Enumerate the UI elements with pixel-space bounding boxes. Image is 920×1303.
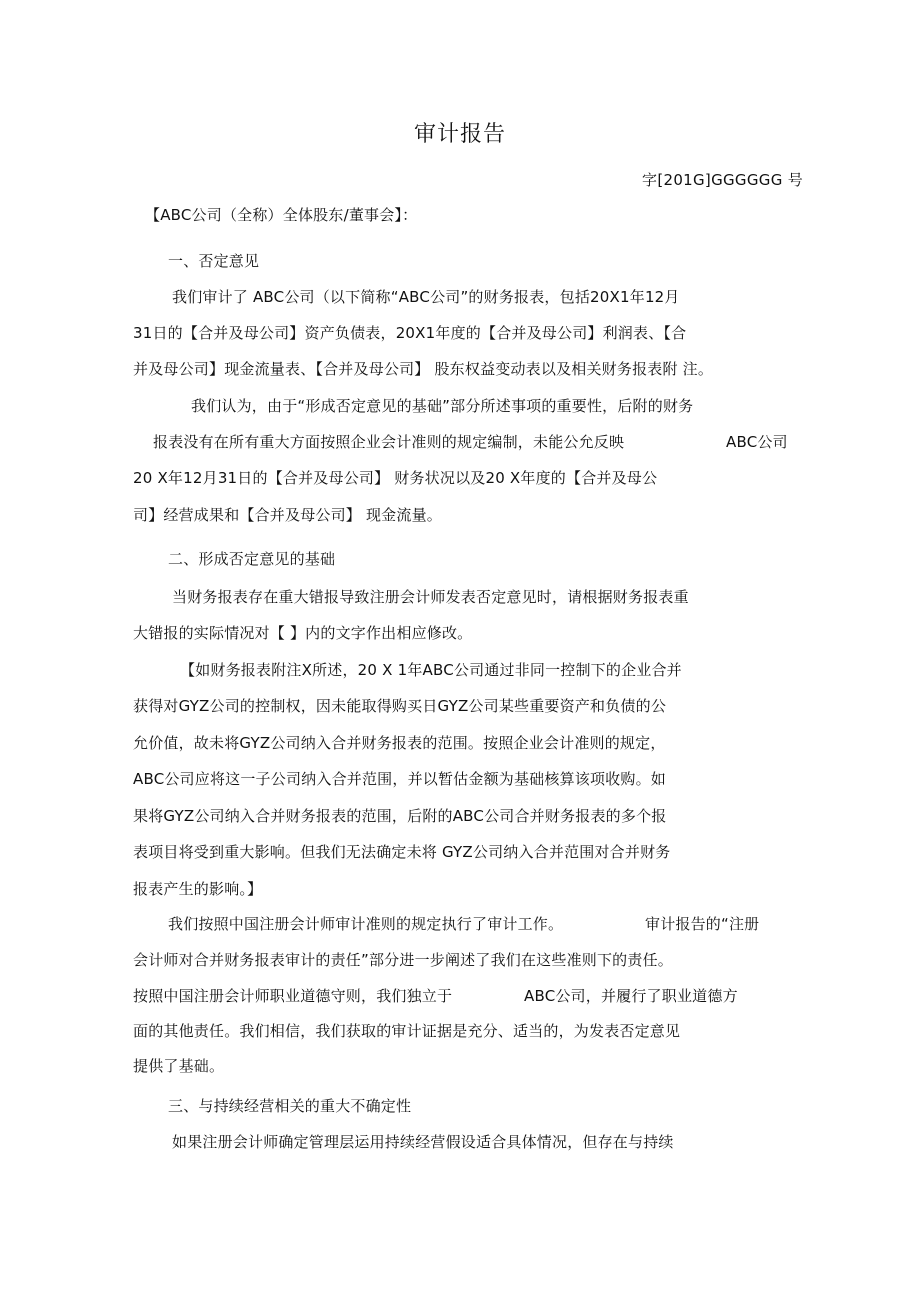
paragraph-line: 会计师对合并财务报表审计的责任”部分进一步阐述了我们在这些准则下的责任。 — [133, 951, 673, 969]
paragraph-line: 允价值，故未将GYZ公司纳入合并财务报表的范围。按照企业会计准则的规定， — [133, 734, 666, 752]
section-heading: 一、否定意见 — [168, 252, 260, 270]
paragraph-line: 按照中国注册会计师职业道德守则，我们独立于 — [133, 987, 453, 1005]
paragraph-line-fragment: ABC公司 — [726, 433, 788, 451]
document-title: 审计报告 — [413, 122, 506, 147]
paragraph-line: 我们认为，由于“形成否定意见的基础”部分所述事项的重要性，后附的财务 — [191, 397, 694, 415]
paragraph-line: 当财务报表存在重大错报导致注册会计师发表否定意见时，请根据财务报表重 — [172, 588, 689, 606]
section-heading: 二、形成否定意见的基础 — [168, 550, 336, 568]
paragraph-line: 大错报的实际情况对【 】内的文字作出相应修改。 — [133, 624, 473, 642]
paragraph-line: 报表产生的影响。】 — [133, 880, 263, 898]
section-heading: 三、与持续经营相关的重大不确定性 — [168, 1097, 412, 1115]
paragraph-line: 提供了基础。 — [133, 1057, 225, 1075]
paragraph-line: 面的其他责任。我们相信，我们获取的审计证据是充分、适当的，为发表否定意见 — [133, 1022, 681, 1040]
paragraph-line: 我们审计了 ABC公司（以下简称“ABC公司”的财务报表，包括20X1年12月 — [172, 288, 680, 306]
paragraph-line: 司】经营成果和【合并及母公司】 现金流量。 — [133, 506, 442, 524]
paragraph-line: 获得对GYZ公司的控制权，因未能取得购买日GYZ公司某些重要资产和负债的公 — [133, 697, 667, 715]
paragraph-line-fragment: ABC公司，并履行了职业道德方 — [524, 987, 738, 1005]
paragraph-line-fragment: 审计报告的“注册 — [645, 915, 760, 933]
paragraph-line: ABC公司应将这一子公司纳入合并范围，并以暂估金额为基础核算该项收购。如 — [133, 770, 666, 788]
addressee: 【ABC公司（全称）全体股东/董事会】： — [145, 206, 418, 224]
paragraph-line: 果将GYZ公司纳入合并财务报表的范围，后附的ABC公司合并财务报表的多个报 — [133, 807, 667, 825]
paragraph-line: 【如财务报表附注X所述，20 X 1年ABC公司通过非同一控制下的企业合并 — [180, 661, 682, 679]
paragraph-line: 如果注册会计师确定管理层运用持续经营假设适合具体情况，但存在与持续 — [172, 1133, 674, 1151]
paragraph-line: 并及母公司】现金流量表、【合并及母公司】 股东权益变动表以及相关财务报表附 注。 — [133, 360, 714, 378]
paragraph-line: 31日的【合并及母公司】资产负债表，20X1年度的【合并及母公司】利润表、【合 — [133, 324, 687, 342]
paragraph-line: 报表没有在所有重大方面按照企业会计准则的规定编制，未能公允反映 — [153, 433, 625, 451]
paragraph-line: 表项目将受到重大影响。但我们无法确定未将 GYZ公司纳入合并范围对合并财务 — [133, 843, 671, 861]
paragraph-line: 我们按照中国注册会计师审计准则的规定执行了审计工作。 — [168, 915, 564, 933]
document-number: 字[201G]GGGGGG 号 — [642, 171, 803, 189]
paragraph-line: 20 X年12月31日的【合并及母公司】 财务状况以及20 X年度的【合并及母公 — [133, 469, 658, 487]
